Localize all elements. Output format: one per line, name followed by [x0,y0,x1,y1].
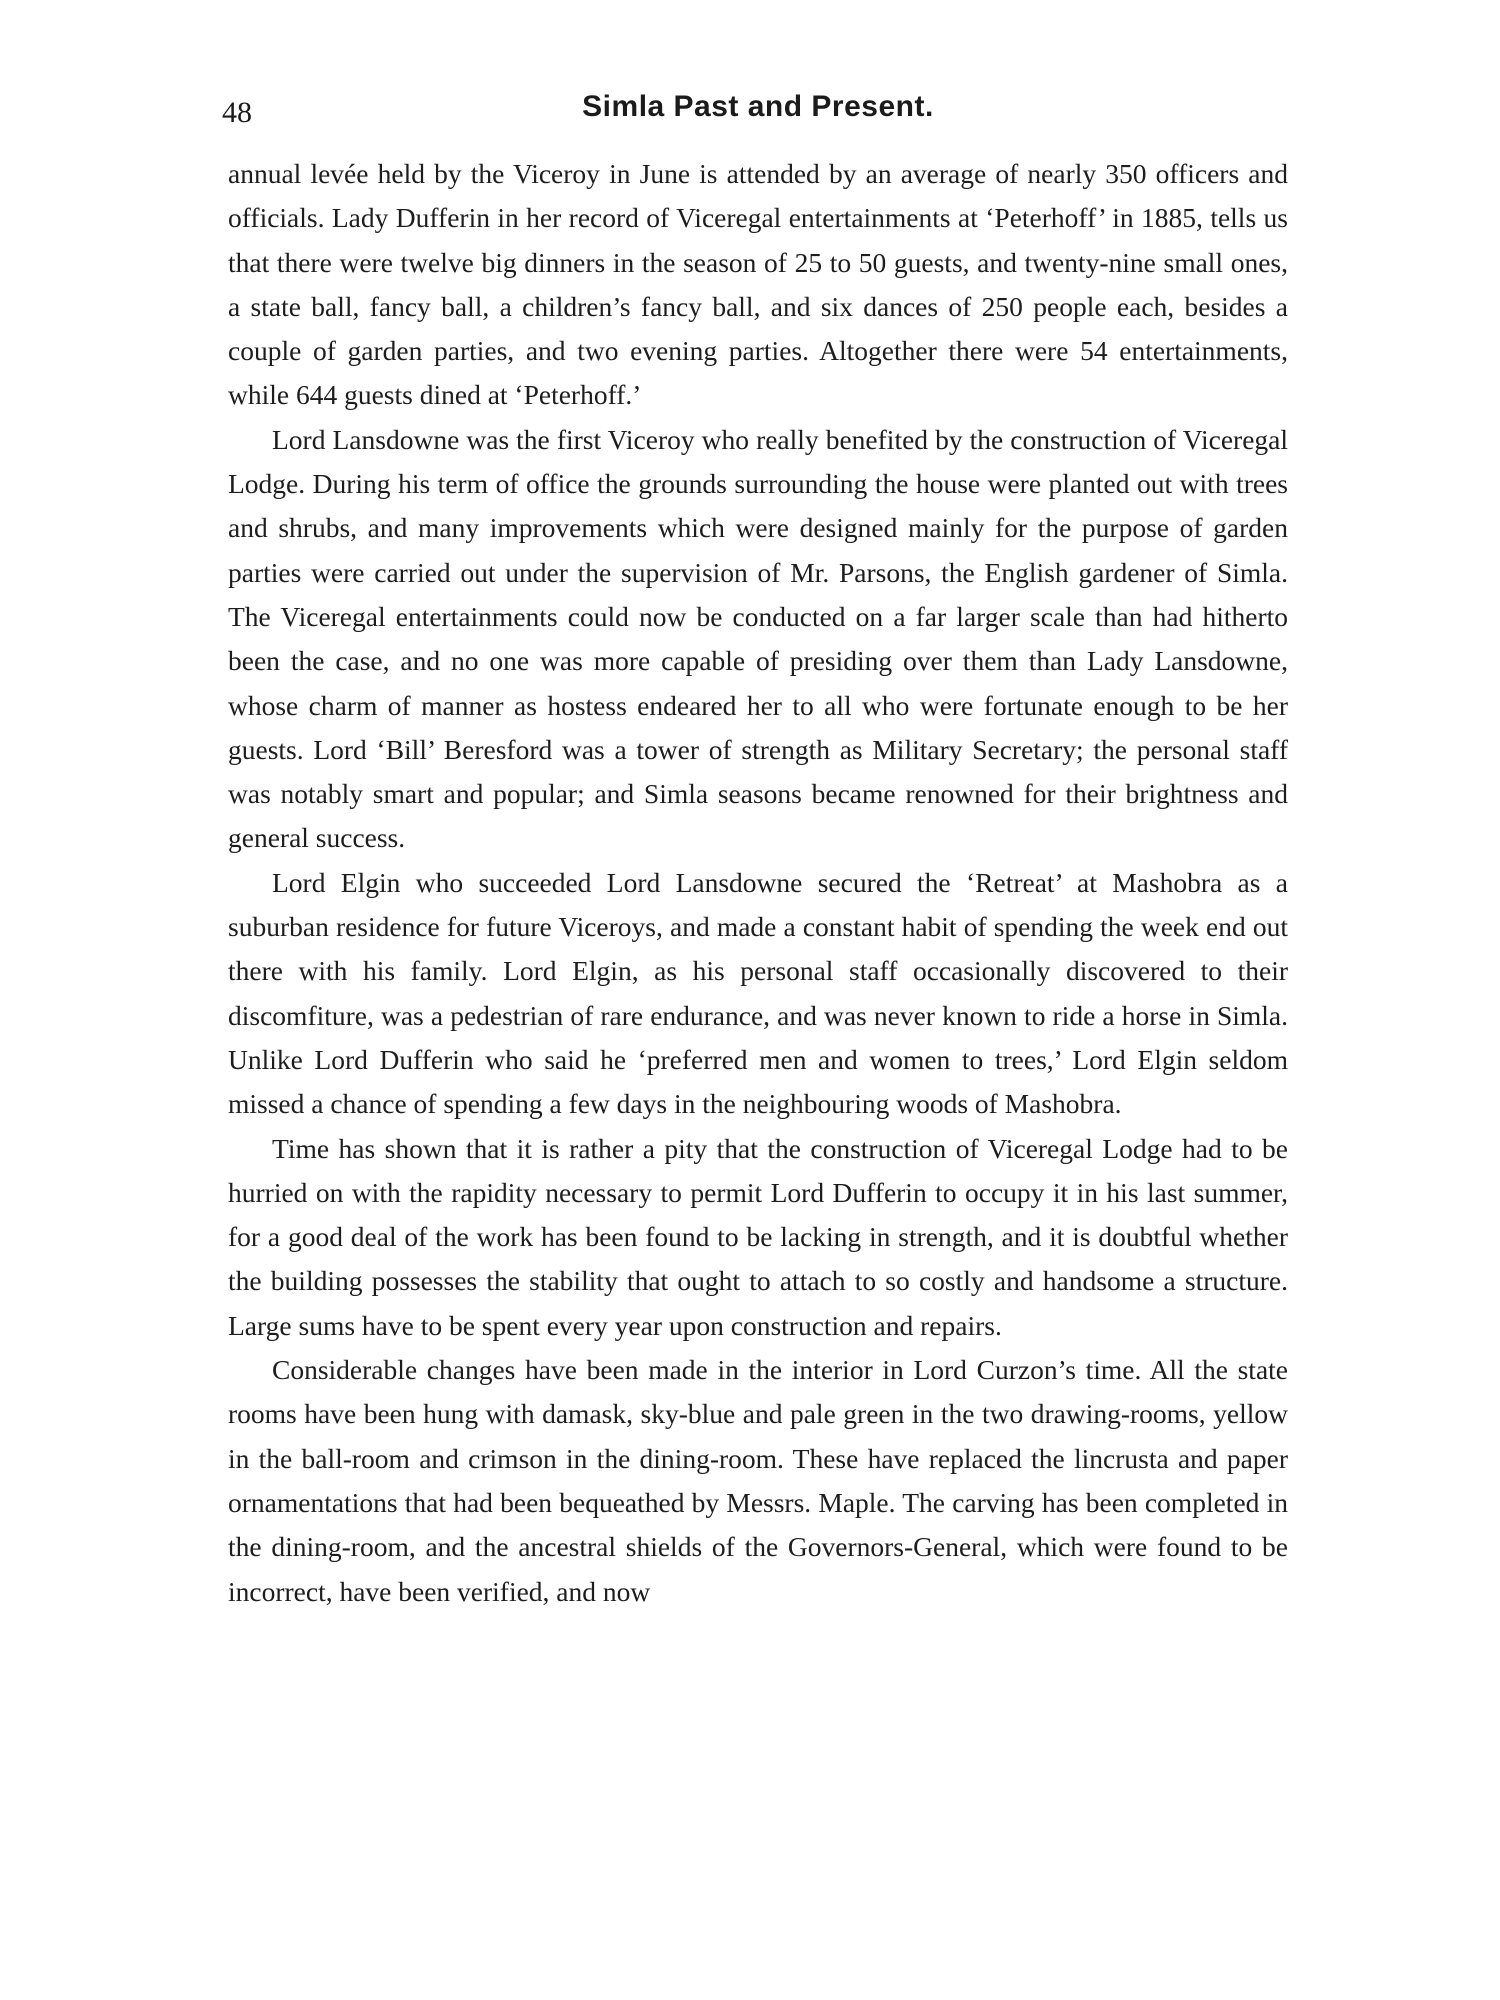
page-number: 48 [222,96,252,129]
paragraph-elgin: Lord Elgin who succeeded Lord Lansdowne secured the ‘Retreat’ at Mashobra as a suburban residence for future Viceroys, and made a constant habit of spending the week end out there with his family. Lord Elgin, as his personal staff occasionally discovered to their discomfiture, was a pedestrian of rare endurance, and was never known to ride a horse in Simla. Unlike Lord Dufferin who said he ‘preferred men and women to trees,’ Lord Elgin seldom missed a chance of spending a few days in the neighbouring woods of Mashobra. [228,866,1288,1120]
paragraph-continued: annual levée held by the Viceroy in June is attended by an average of nearly 350 officers and officials. Lady Dufferin in her record of Viceregal entertainments at ‘Peterhoff’ in 1885, tells us that there were twelve big dinners in the season of 25 to 50 guests, and twenty-nine small ones, a state ball, fancy ball, a children’s fancy ball, and six dances of 250 people each, besides a couple of garden parties, and two evening parties. Altogether there were 54 entertainments, while 644 guests dined at ‘Peterhoff.’ [228,158,1288,411]
paragraph-curzon: Considerable changes have been made in the interior in Lord Curzon’s time. All the state rooms have been hung with damask, sky-blue and pale green in the two drawing-rooms, yellow in the ball-room and crimson in the dining-room. These have replaced the lincrusta and paper ornamentations that had been bequeathed by Messrs. Maple. The carving has been completed in the dining-room, and the ancestral shields of the Governors-General, which were found to be incorrect, have been verified, and now [228,1354,1288,1607]
page-header [222,90,1294,140]
paragraph-construction: Time has shown that it is rather a pity that the construction of Viceregal Lodge had to be hurried on with the rapidity necessary to permit Lord Dufferin to occupy it in his last summer, for a good deal of the work has been found to be lacking in strength, and it is doubtful whether the building possesses the stability that ought to attach to so costly and handsome a structure. Large sums have to be spent every year upon construction and repairs. [228,1132,1288,1341]
running-title: Simla Past and Present. [582,90,934,123]
paragraph-lansdowne: Lord Lansdowne was the first Viceroy who really benefited by the construction of Viceregal Lodge. During his term of office the grounds surrounding the house were planted out with trees and shrubs, and many improvements which were designed mainly for the purpose of garden parties were carried out under the supervision of Mr. Parsons, the English gardener of Simla. The Viceregal entertainments could now be conducted on a far larger scale than had hitherto been the case, and no one was more capable of presiding over them than Lady Lansdowne, whose charm of manner as hostess endeared her to all who were fortunate enough to be her guests. Lord ‘Bill’ Beresford was a tower of strength as Military Secretary; the personal staff was notably smart and popular; and Simla seasons became renowned for their brightness and general success. [228,423,1288,854]
body-text [228,152,1288,1614]
